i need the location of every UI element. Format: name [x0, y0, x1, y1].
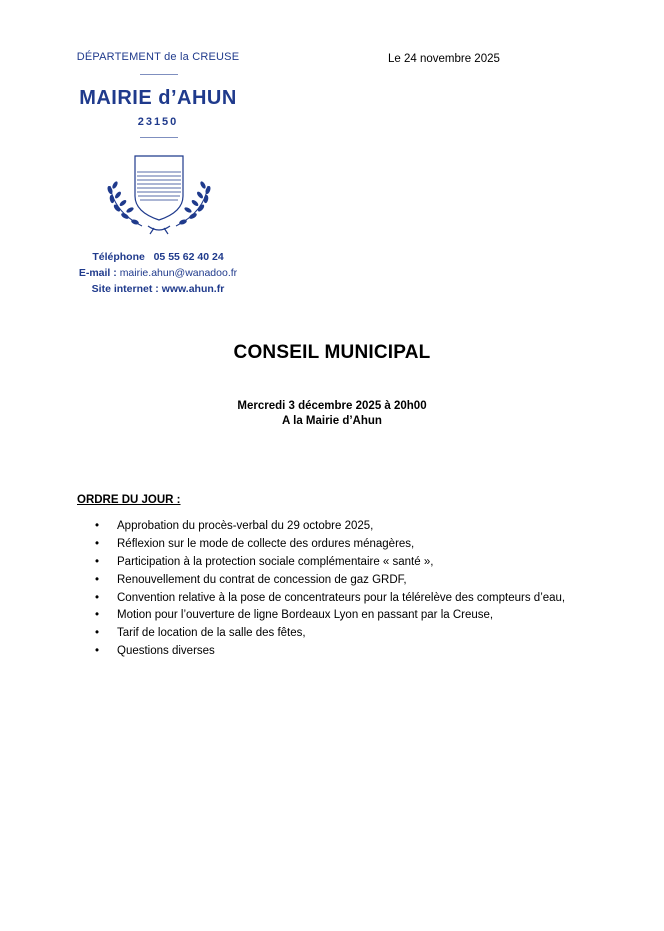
letterhead-divider — [140, 74, 178, 75]
bullet-icon: • — [95, 609, 100, 622]
bullet-icon: • — [95, 555, 100, 568]
agenda-list — [95, 519, 565, 662]
list-item — [95, 573, 565, 591]
website-url[interactable]: www.ahun.fr — [161, 283, 225, 295]
telephone-number: 05 55 62 40 24 — [153, 251, 224, 263]
letter-date: Le 24 novembre 2025 — [388, 53, 500, 65]
meeting-location: A la Mairie d’Ahun — [282, 415, 382, 427]
agenda-item-text: Motion pour l’ouverture de ligne Bordeaux Lyon en passant par la Creuse, — [117, 609, 494, 622]
bullet-icon: • — [95, 627, 100, 640]
meeting-details — [0, 399, 664, 429]
email-label: E-mail : — [78, 267, 117, 279]
website-line — [68, 283, 248, 295]
agenda-item-text: Renouvellement du contrat de concession de gaz GRDF, — [117, 573, 407, 586]
mairie-name: MAIRIE d’AHUN — [79, 87, 237, 109]
telephone-label: Téléphone — [92, 251, 145, 263]
email-line — [68, 267, 248, 279]
list-item — [95, 608, 565, 626]
agenda-item-text: Participation à la protection sociale complémentaire « santé », — [117, 555, 434, 568]
email-address[interactable]: mairie.ahun@wanadoo.fr — [119, 267, 238, 279]
agenda-item-text: Approbation du procès-verbal du 29 octobre 2025, — [117, 520, 374, 532]
agenda-item-text: Réflexion sur le mode de collecte des ordures ménagères, — [117, 537, 415, 550]
agenda-item-text: Questions diverses — [117, 645, 215, 658]
telephone-line — [68, 251, 248, 263]
document-title: CONSEIL MUNICIPAL — [233, 342, 431, 363]
list-item — [95, 626, 565, 644]
list-item — [95, 519, 565, 537]
list-item — [95, 591, 565, 609]
meeting-datetime: Mercredi 3 décembre 2025 à 20h00 — [237, 400, 427, 412]
website-label: Site internet : — [91, 283, 159, 295]
agenda-heading: ORDRE DU JOUR : — [77, 494, 181, 506]
bullet-icon: • — [95, 520, 100, 532]
agenda-item-text: Tarif de location de la salle des fêtes, — [117, 627, 306, 640]
postal-code: 23150 — [137, 116, 179, 128]
list-item — [95, 537, 565, 555]
bullet-icon: • — [95, 537, 100, 550]
list-item — [95, 555, 565, 573]
bullet-icon: • — [95, 573, 100, 586]
letterhead-divider — [140, 137, 178, 138]
list-item — [95, 644, 565, 662]
coat-of-arms-icon — [104, 152, 214, 236]
bullet-icon: • — [95, 591, 100, 604]
department-name: DÉPARTEMENT de la CREUSE — [76, 51, 240, 63]
agenda-item-text: Convention relative à la pose de concentrateurs pour la télérelève des compteurs d’eau, — [117, 591, 566, 604]
bullet-icon: • — [95, 645, 100, 658]
